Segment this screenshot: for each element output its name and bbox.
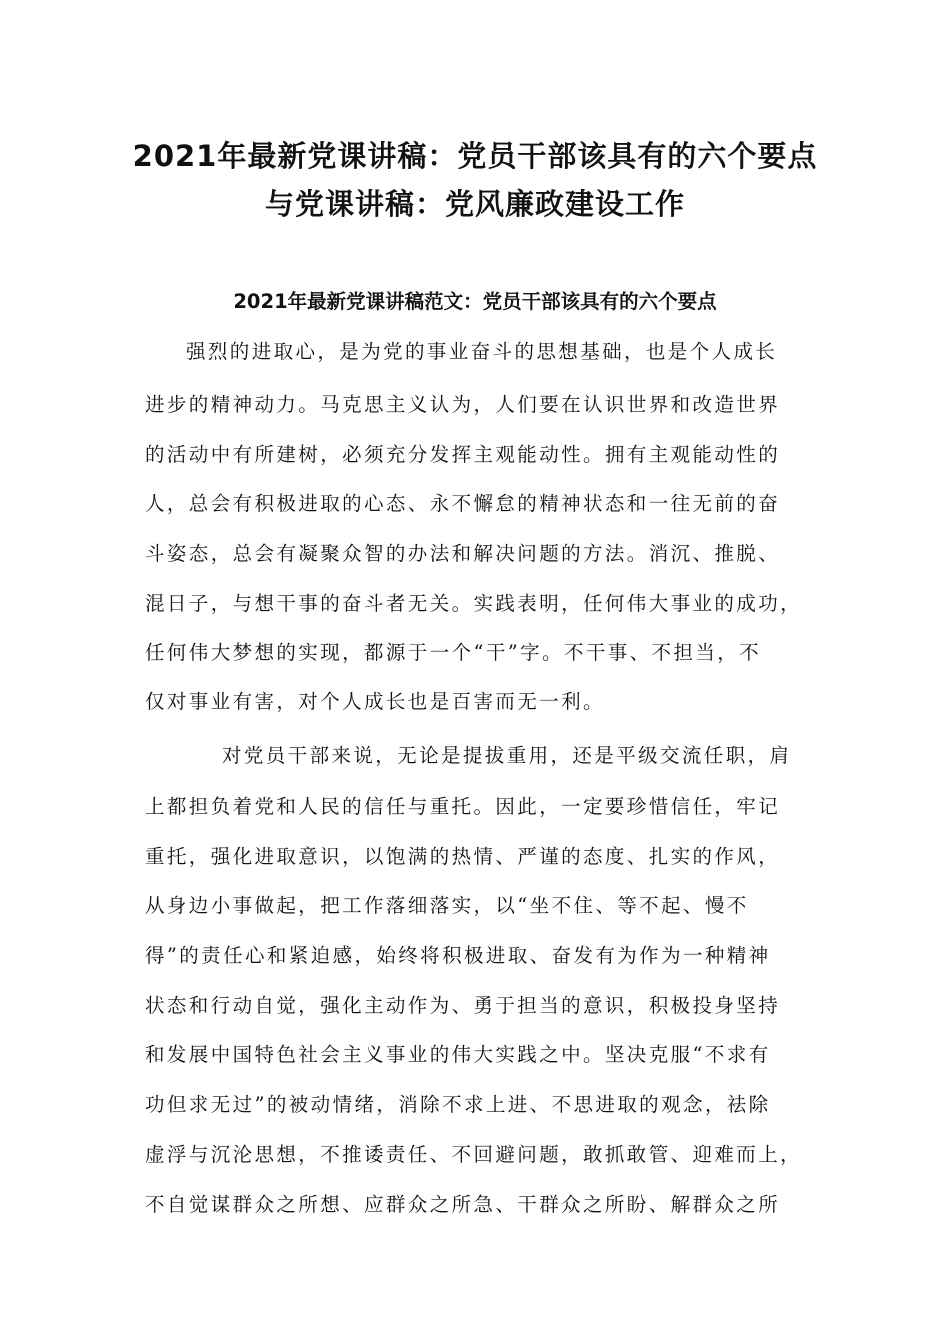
document-title-line-1: 2021年最新党课讲稿：党员干部该具有的六个要点	[132, 139, 818, 173]
paragraph-1-line: 任何伟大梦想的实现，都源于一个“干”字。不干事、不担当，不	[145, 641, 762, 664]
paragraph-2-line: 上都担负着党和人民的信任与重托。因此，一定要珍惜信任，牢记	[145, 795, 781, 818]
paragraph-1-line: 的活动中有所建树，必须充分发挥主观能动性。拥有主观能动性的	[145, 443, 781, 466]
paragraph-1-line: 混日子，与想干事的奋斗者无关。实践表明，任何伟大事业的成功，	[145, 592, 803, 615]
paragraph-2-line: 不自觉谋群众之所想、应群众之所急、干群众之所盼、解群众之所	[145, 1193, 781, 1216]
paragraph-2-line: 功但求无过”的被动情绪，消除不求上进、不思进取的观念，祛除	[145, 1093, 771, 1116]
paragraph-1-line: 人，总会有积极进取的心态、永不懈怠的精神状态和一往无前的奋	[145, 492, 781, 515]
paragraph-2-line: 重托，强化进取意识，以饱满的热情、严谨的态度、扎实的作风，	[145, 845, 781, 868]
paragraph-1-line: 斗姿态，总会有凝聚众智的办法和解决问题的方法。消沉、推脱、	[145, 542, 781, 565]
paragraph-1-line: 仅对事业有害，对个人成长也是百害而无一利。	[145, 690, 605, 713]
paragraph-2-line: 对党员干部来说，无论是提拔重用，还是平级交流任职，肩	[222, 744, 792, 767]
paragraph-2-line: 虚浮与沉沦思想，不推诿责任、不回避问题，敢抓敢管、迎难而上，	[145, 1143, 803, 1166]
paragraph-2-line: 从身边小事做起，把工作落细落实，以“坐不住、等不起、慢不	[145, 894, 749, 917]
paragraph-2-line: 和发展中国特色社会主义事业的伟大实践之中。坚决克服“不求有	[145, 1043, 771, 1066]
document-title-line-2: 与党课讲稿：党风廉政建设工作	[264, 187, 685, 221]
paragraph-2-line: 状态和行动自觉，强化主动作为、勇于担当的意识，积极投身坚持	[145, 994, 781, 1017]
section-title: 2021年最新党课讲稿范文：党员干部该具有的六个要点	[233, 290, 717, 313]
paragraph-2-line: 得”的责任心和紧迫感，始终将积极进取、奋发有为作为一种精神	[145, 944, 771, 967]
paragraph-1-line: 进步的精神动力。马克思主义认为，人们要在认识世界和改造世界	[145, 393, 781, 416]
paragraph-1-line: 强烈的进取心，是为党的事业奋斗的思想基础，也是个人成长	[186, 340, 778, 363]
